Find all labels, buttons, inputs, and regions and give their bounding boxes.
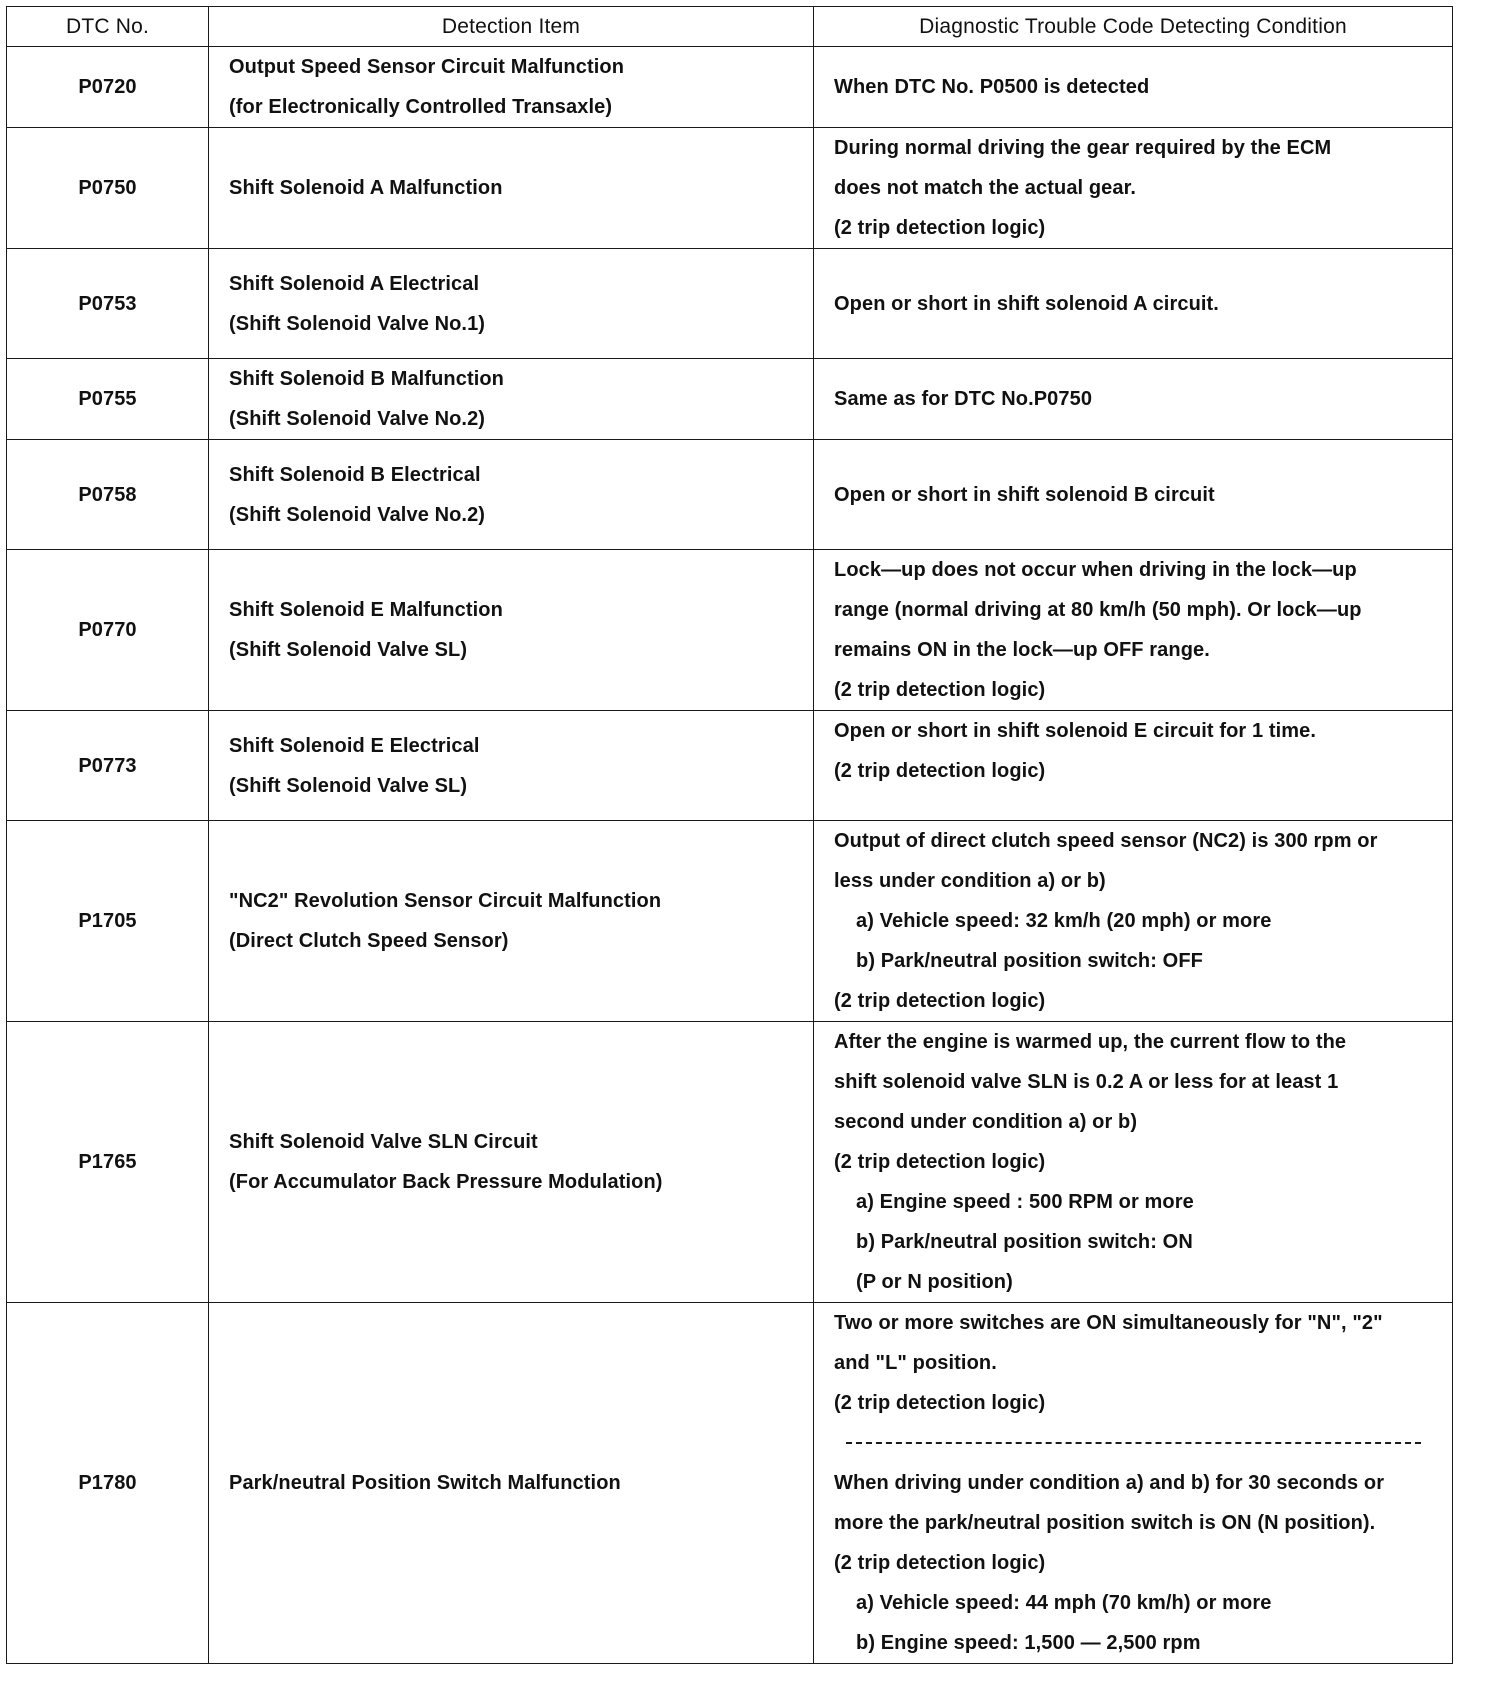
condition-line: b) Park/neutral position switch: OFF bbox=[856, 950, 1203, 972]
detection-item bbox=[209, 249, 814, 359]
detection-item-line: Shift Solenoid E Electrical bbox=[229, 734, 480, 757]
condition-line: (2 trip detection logic) bbox=[834, 1552, 1046, 1574]
table-row bbox=[7, 359, 1453, 440]
condition-line: (2 trip detection logic) bbox=[834, 217, 1046, 239]
header-condition: Diagnostic Trouble Code Detecting Condition bbox=[814, 7, 1453, 47]
dtc-code: P0758 bbox=[7, 440, 209, 550]
condition-line: and "L" position. bbox=[834, 1352, 997, 1374]
detecting-condition bbox=[814, 47, 1453, 128]
detecting-condition bbox=[814, 821, 1453, 1022]
detecting-condition bbox=[814, 128, 1453, 249]
detection-item bbox=[209, 550, 814, 711]
detecting-condition bbox=[814, 1303, 1453, 1664]
detection-item-line: (Shift Solenoid Valve No.2) bbox=[229, 408, 486, 430]
dtc-code: P0773 bbox=[7, 711, 209, 821]
detection-item-line: Shift Solenoid B Malfunction bbox=[229, 368, 504, 390]
dtc-table bbox=[6, 6, 1453, 1664]
table-row bbox=[7, 1303, 1453, 1664]
detecting-condition bbox=[814, 440, 1453, 550]
detection-item-line: Shift Solenoid E Malfunction bbox=[229, 599, 503, 621]
detection-item-line: (Direct Clutch Speed Sensor) bbox=[229, 930, 509, 952]
condition-line: (2 trip detection logic) bbox=[834, 679, 1046, 701]
condition-line: Lock—up does not occur when driving in the lock—up bbox=[834, 559, 1357, 581]
dtc-code: P0755 bbox=[7, 359, 209, 440]
table-row bbox=[7, 47, 1453, 128]
detection-item-line: (Shift Solenoid Valve SL) bbox=[229, 774, 468, 797]
dtc-code: P1765 bbox=[7, 1022, 209, 1303]
condition-line: more the park/neutral position switch is ON (N position). bbox=[834, 1512, 1376, 1534]
detecting-condition bbox=[814, 359, 1453, 440]
condition-line: less under condition a) or b) bbox=[834, 870, 1106, 892]
detection-item bbox=[209, 47, 814, 128]
condition-line: (2 trip detection logic) bbox=[834, 760, 1046, 782]
detection-item-line: Shift Solenoid A Electrical bbox=[229, 272, 480, 295]
detection-item-line: "NC2" Revolution Sensor Circuit Malfunction bbox=[229, 890, 662, 912]
detection-item-line: (For Accumulator Back Pressure Modulation) bbox=[229, 1171, 663, 1193]
table-row bbox=[7, 128, 1453, 249]
detection-item-line: (Shift Solenoid Valve SL) bbox=[229, 639, 468, 661]
condition-line: Same as for DTC No.P0750 bbox=[834, 388, 1093, 410]
header-row bbox=[7, 7, 1453, 47]
detection-item-line: (Shift Solenoid Valve No.1) bbox=[229, 312, 486, 335]
detection-item bbox=[209, 821, 814, 1022]
condition-line: b) Engine speed: 1,500 — 2,500 rpm bbox=[856, 1632, 1201, 1654]
condition-line: (2 trip detection logic) bbox=[834, 990, 1046, 1012]
condition-line: b) Park/neutral position switch: ON bbox=[856, 1231, 1193, 1253]
condition-line: a) Vehicle speed: 32 km/h (20 mph) or more bbox=[856, 910, 1272, 932]
condition-line: Open or short in shift solenoid B circuit bbox=[834, 483, 1215, 506]
table-row bbox=[7, 821, 1453, 1022]
detection-item-line: Shift Solenoid A Malfunction bbox=[229, 177, 503, 199]
dtc-code: P0753 bbox=[7, 249, 209, 359]
detection-item bbox=[209, 1022, 814, 1303]
condition-line: Two or more switches are ON simultaneously for "N", "2" bbox=[834, 1312, 1383, 1334]
detecting-condition bbox=[814, 249, 1453, 359]
detection-item-line: Park/neutral Position Switch Malfunction bbox=[229, 1472, 621, 1494]
condition-line: a) Vehicle speed: 44 mph (70 km/h) or more bbox=[856, 1592, 1272, 1614]
condition-line: Open or short in shift solenoid A circuit. bbox=[834, 292, 1219, 315]
table-row bbox=[7, 249, 1453, 359]
detection-item bbox=[209, 1303, 814, 1664]
detection-item-line: (for Electronically Controlled Transaxle) bbox=[229, 96, 613, 118]
condition-line: Output of direct clutch speed sensor (NC2) is 300 rpm or bbox=[834, 830, 1378, 852]
condition-line: (2 trip detection logic) bbox=[834, 1392, 1046, 1414]
condition-line: range (normal driving at 80 km/h (50 mph). Or lock—up bbox=[834, 599, 1362, 621]
header-detection-item: Detection Item bbox=[209, 7, 814, 47]
condition-line: After the engine is warmed up, the current flow to the bbox=[834, 1031, 1347, 1053]
condition-line: a) Engine speed : 500 RPM or more bbox=[856, 1191, 1194, 1213]
table-row bbox=[7, 550, 1453, 711]
detecting-condition bbox=[814, 550, 1453, 711]
detection-item-line: (Shift Solenoid Valve No.2) bbox=[229, 503, 486, 526]
detection-item bbox=[209, 440, 814, 550]
condition-line: (P or N position) bbox=[856, 1271, 1013, 1293]
detection-item-line: Output Speed Sensor Circuit Malfunction bbox=[229, 56, 625, 78]
detecting-condition bbox=[814, 1022, 1453, 1303]
detection-item-line: Shift Solenoid Valve SLN Circuit bbox=[229, 1131, 538, 1153]
table-row bbox=[7, 440, 1453, 550]
detection-item bbox=[209, 128, 814, 249]
table-row bbox=[7, 1022, 1453, 1303]
condition-line: does not match the actual gear. bbox=[834, 177, 1137, 199]
header-dtc-no: DTC No. bbox=[7, 7, 209, 47]
dtc-code: P0750 bbox=[7, 128, 209, 249]
dtc-code: P0720 bbox=[7, 47, 209, 128]
detection-item bbox=[209, 711, 814, 821]
detecting-condition bbox=[814, 711, 1453, 821]
dtc-code: P0770 bbox=[7, 550, 209, 711]
condition-line: second under condition a) or b) bbox=[834, 1111, 1138, 1133]
dashed-separator bbox=[846, 1442, 1421, 1444]
condition-line: (2 trip detection logic) bbox=[834, 1151, 1046, 1173]
dtc-code: P1705 bbox=[7, 821, 209, 1022]
detection-item bbox=[209, 359, 814, 440]
detection-item-line: Shift Solenoid B Electrical bbox=[229, 463, 481, 486]
table-row bbox=[7, 711, 1453, 821]
condition-line: When DTC No. P0500 is detected bbox=[834, 76, 1150, 98]
condition-line: shift solenoid valve SLN is 0.2 A or less for at least 1 bbox=[834, 1071, 1339, 1093]
condition-line: remains ON in the lock—up OFF range. bbox=[834, 639, 1210, 661]
dtc-code: P1780 bbox=[7, 1303, 209, 1664]
condition-line: Open or short in shift solenoid E circuit for 1 time. bbox=[834, 720, 1317, 742]
condition-line: When driving under condition a) and b) for 30 seconds or bbox=[834, 1472, 1385, 1494]
condition-line: During normal driving the gear required by the ECM bbox=[834, 137, 1332, 159]
